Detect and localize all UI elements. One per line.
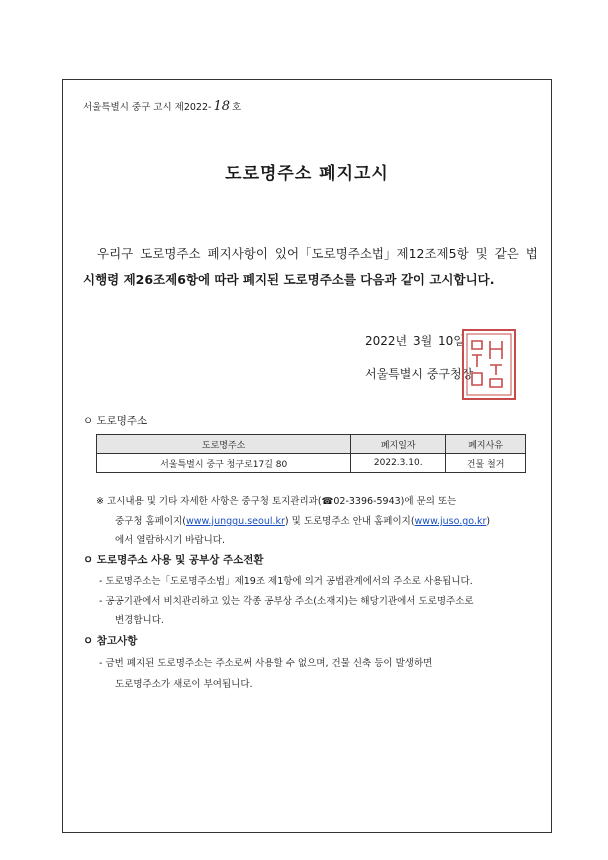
note-line-2: 중구청 홈페이지(www.junggu.seoul.kr) 및 도로명주소 안내 홈페이지(www.juso.go.kr) — [115, 516, 491, 527]
body-line-1: 우리구 도로명주소 폐지사항이 있어「도로명주소법」제12조제5항 및 같은 법 — [97, 246, 538, 261]
note-mark: ※ — [96, 496, 104, 507]
notice-number: 서울특별시 중구 고시 제2022- 18 호 — [83, 99, 242, 114]
red-seal-icon — [460, 327, 518, 402]
body-line-2: 시행령 제26조제6항에 따라 폐지된 도로명주소를 다음과 같이 고시합니다. — [83, 272, 495, 287]
table-header-row — [97, 435, 526, 454]
handwritten-number: 18 — [213, 99, 230, 114]
column-header: 폐지일자 — [351, 435, 446, 454]
table-cell: 건물 철거 — [446, 454, 526, 473]
notice-document — [62, 79, 552, 833]
note-line-3: 에서 열람하시기 바랍니다. — [115, 535, 226, 546]
reference-item-1-cont: 도로명주소가 새로이 부여됩니다. — [115, 679, 253, 690]
section-reference-heading: ㅇ 참고사항 — [83, 635, 138, 647]
road-address-table — [96, 434, 526, 473]
issuer-name: 서울특별시 중구청장 — [365, 367, 474, 381]
table-cell: 서울특별시 중구 청구로17길 80 — [97, 454, 351, 473]
column-header: 도로명주소 — [97, 435, 351, 454]
transition-item-1: - 도로명주소는「도로명주소법」제19조 제1항에 의거 공법관계에서의 주소로 사용됩니다. — [99, 576, 473, 587]
column-header: 폐지사유 — [446, 435, 526, 454]
section-transition-heading: ㅇ 도로명주소 사용 및 공부상 주소전환 — [83, 554, 264, 566]
transition-item-2-cont: 변경합니다. — [115, 615, 164, 626]
table-cell: 2022.3.10. — [351, 454, 446, 473]
document-title: 도로명주소 폐지고시 — [225, 164, 389, 184]
juso-homepage-link[interactable]: www.juso.go.kr — [414, 516, 487, 527]
reference-item-1: - 금번 폐지된 도로명주소는 주소로써 사용할 수 없으며, 건물 신축 등이 발생하면 — [99, 658, 433, 669]
junggu-homepage-link[interactable]: www.junggu.seoul.kr — [185, 516, 285, 527]
notice-date: 2022년 3월 10일 — [365, 334, 465, 348]
section-road-heading: ㅇ 도로명주소 — [83, 415, 148, 427]
note-line-1: ※ 고시내용 및 기타 자세한 사항은 중구청 토지관리과(☎02-3396-5943)에 문의 또는 — [96, 496, 457, 507]
table-row — [97, 454, 526, 473]
transition-item-2: - 공공기관에서 비치관리하고 있는 각종 공부상 주소(소재지)는 해당기관에서 도로명주소로 — [99, 596, 474, 607]
